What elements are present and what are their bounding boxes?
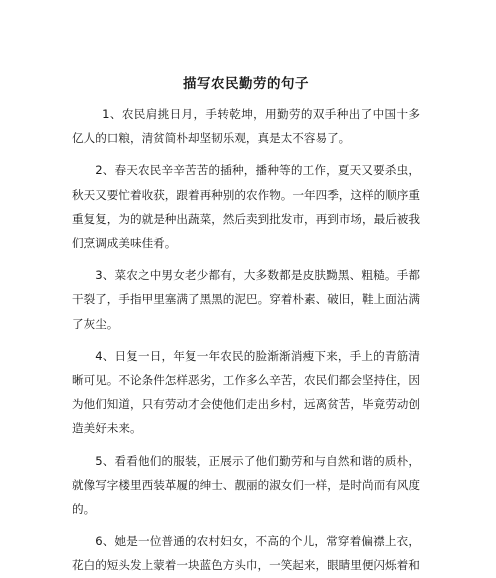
paragraph-4: 4、日复一日，年复一年农民的脸渐渐消瘦下来，手上的青筋清晰可见。不论条件怎样恶劣，工作多么辛苦，农民们都会坚持住，因为他们知道，只有劳动才会使他们走出乡村，远离贫苦，毕竟劳动创造美好未来。 bbox=[72, 348, 420, 436]
paragraph-1: 1、农民肩挑日月，手转乾坤，用勤劳的双手种出了中国十多亿人的口粮，清贫简朴却坚韧乐观，真是太不容易了。 bbox=[72, 107, 420, 146]
paragraph-2: 2、春天农民辛辛苦苦的插种，播种等的工作，夏天又要杀虫，秋天又要忙着收获，跟着再种别的农作物。一年四季，这样的顺序重重复复，为的就是种出蔬菜，然后卖到批发市，再到市场，最后被我们烹调成美味佳肴。 bbox=[72, 163, 420, 251]
paragraph-6: 6、她是一位普通的农村妇女，不高的个儿，常穿着偏襟上衣，花白的短头发上蒙着一块蓝色方头巾，一笑起来，眼睛里便闪烁着和 bbox=[72, 534, 420, 573]
document-title: 描写农民勤劳的句子 bbox=[183, 76, 309, 92]
paragraph-3: 3、菜农之中男女老少都有，大多数都是皮肤黝黑、粗糙。手都干裂了，手指甲里塞满了黑黑的泥巴。穿着朴素、破旧，鞋上面沾满了灰尘。 bbox=[72, 268, 420, 331]
paragraph-5: 5、看看他们的服装，正展示了他们勤劳和与自然和谐的质朴，就像写字楼里西装革履的绅士、靓丽的淑女们一样，是时尚而有风度的。 bbox=[72, 453, 420, 517]
